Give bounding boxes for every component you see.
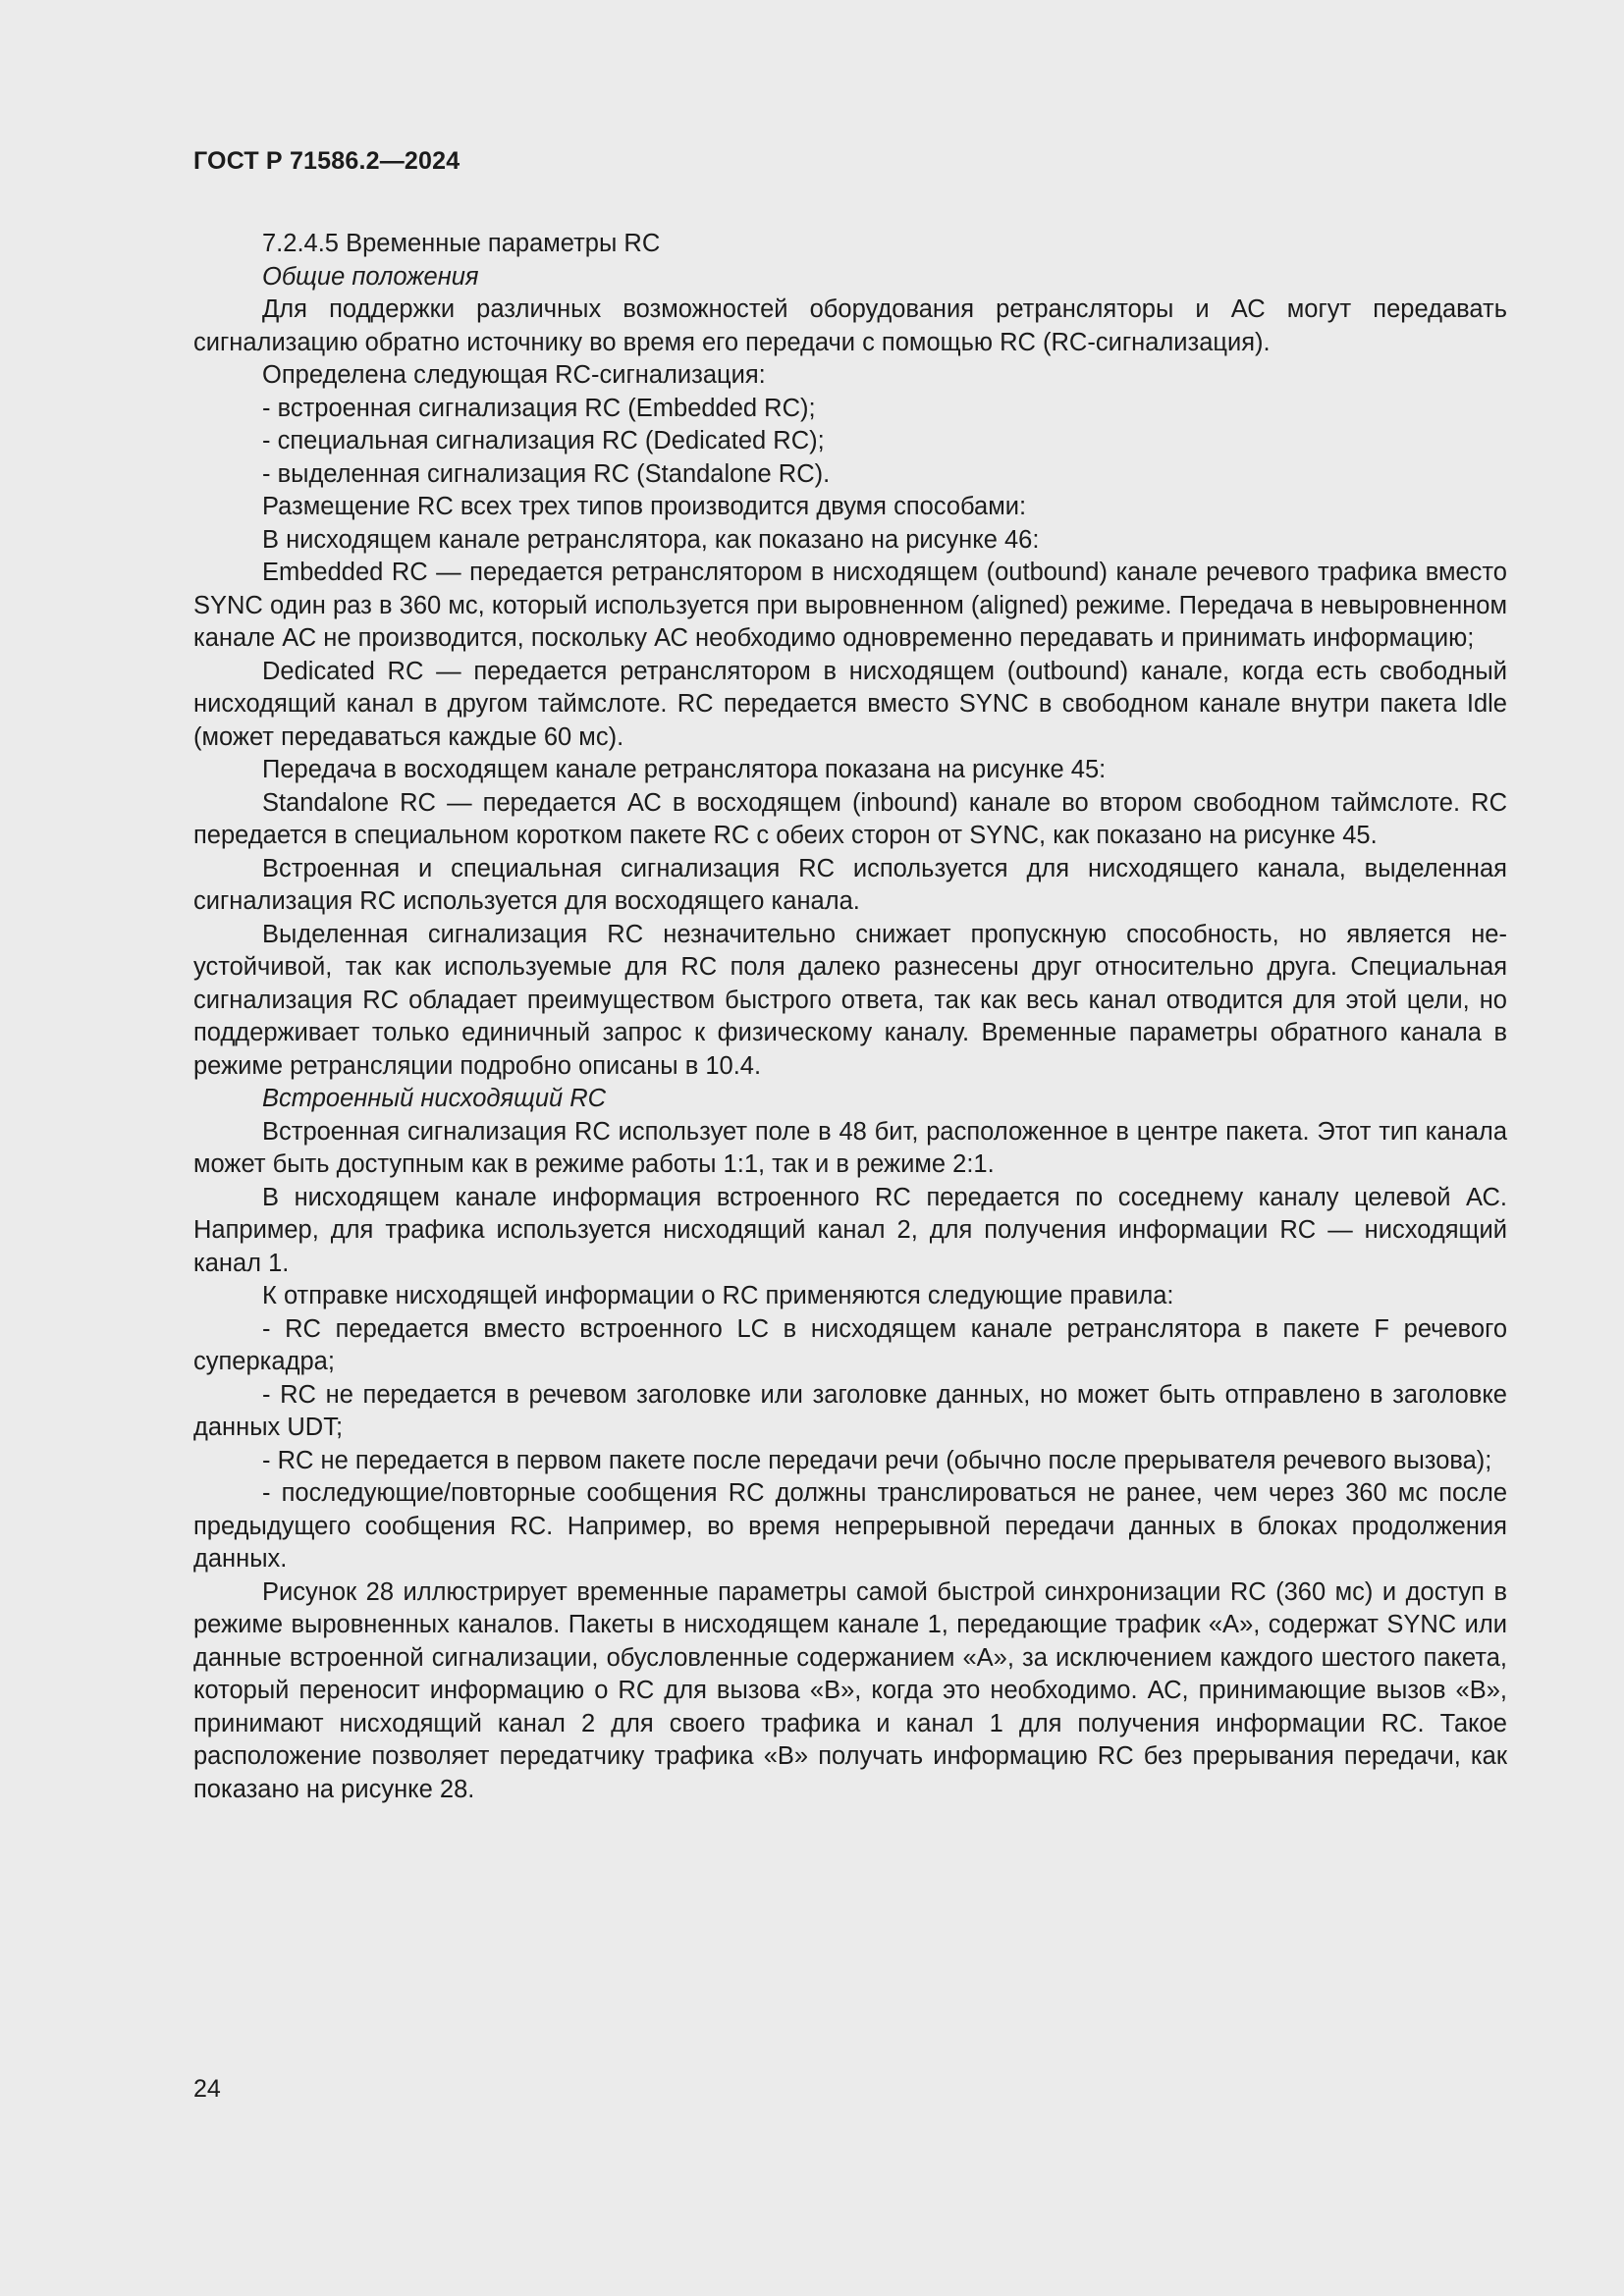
paragraph: Передача в восходящем канале ретранслятора показана на рисунке 45: bbox=[262, 756, 1107, 783]
paragraph: Рисунок 28 иллюстрирует временные параметры самой быстрой синхронизации RC (360 мс) и доступ в режиме выровненных каналов. Пакеты в нисходящем канале 1, передающие трафик «А», содержат SYNC или данные встроенной сигнализации, обусловленные содержанием «А», за исключением каждого шестого пакета, который переносит информацию о RC для вызова «В», когда это необходимо. АС, принимающие вызов «В», принимают нисходящий канал 2 для своего трафика и канал 1 для получения информации RC. Такое расположение позволяет передатчику трафика «В» получать информацию RC без прерывания передачи, как показано на рисунке 28. bbox=[193, 1577, 1507, 1803]
subheading-general: Общие положения bbox=[262, 262, 479, 291]
list-item: - RC передается вместо встроенного LC в нисходящем канале ретранслятора в пакете F речевого суперкадра; bbox=[193, 1314, 1507, 1375]
paragraph: Embedded RC — передается ретранслятором в нисходящем (outbound) канале речевого трафика вместо SYNC один раз в 360 мс, который используется при выровненном (aligned) режиме. Передача в невыровненном канале АС не производится, поскольку АС необходимо одновременно передавать и принимать информацию; bbox=[193, 559, 1507, 652]
list-item: - специальная сигнализация RC (Dedicated RC); bbox=[262, 427, 825, 454]
paragraph: Standalone RC — передается АС в восходящем (inbound) канале во втором свободном таймслоте. RC передается в специальном коротком пакете RC с обеих сторон от SYNC, как показано на рисунке 45. bbox=[193, 788, 1507, 849]
paragraph: Размещение RC всех трех типов производится двумя способами: bbox=[262, 493, 1027, 520]
document-body bbox=[193, 228, 1507, 1806]
list-item: - встроенная сигнализация RC (Embedded RC); bbox=[262, 394, 816, 422]
document-header: ГОСТ Р 71586.2—2024 bbox=[193, 147, 460, 175]
paragraph: В нисходящем канале ретранслятора, как показано на рисунке 46: bbox=[262, 525, 1040, 554]
paragraph: Выделенная сигнализация RC незначительно снижает пропускную способность, но является неустойчивой, так как используемые для RC поля далеко разнесены друг относительно друга. Специальная сигнализация RC обладает преимуществом быстрого ответа, так как весь канал отводится для этой цели, но поддерживает только единичный запрос к физическому каналу. Временные параметры обратного канала в режиме ретрансляции подробно описаны в 10.4. bbox=[193, 920, 1507, 1080]
subheading-embedded: Встроенный нисходящий RC bbox=[262, 1085, 607, 1112]
page-number: 24 bbox=[193, 2075, 221, 2103]
paragraph: Для поддержки различных возможностей оборудования ретрансляторы и АС могут передавать сигнализацию обратно источнику во время его передачи с помощью RC (RC-сигнализация). bbox=[193, 295, 1507, 356]
list-item: - последующие/повторные сообщения RC должны транслироваться не ранее, чем через 360 мс после предыдущего сообщения RC. Например, во время непрерывной передачи данных в блоках продолжения данных. bbox=[193, 1479, 1507, 1573]
paragraph: Встроенная сигнализация RC использует поле в 48 бит, расположенное в центре пакета. Этот тип канала может быть доступным как в режиме работы 1:1, так и в режиме 2:1. bbox=[193, 1117, 1507, 1178]
section-heading: 7.2.4.5 Временные параметры RC bbox=[262, 230, 661, 257]
paragraph: Встроенная и специальная сигнализация RC используется для нисходящего канала, выделенная сигнализация RC используется для восходящего канала. bbox=[193, 854, 1507, 915]
paragraph: В нисходящем канале информация встроенного RC передается по соседнему каналу целевой АС. Например, для трафика используется нисходящий канал 2, для получения информации RC — нисходящий канал 1. bbox=[193, 1183, 1507, 1277]
list-item: - выделенная сигнализация RC (Standalone RC). bbox=[262, 459, 831, 488]
list-item: - RC не передается в первом пакете после передачи речи (обычно после прерывателя речевого вызова); bbox=[262, 1446, 1492, 1474]
paragraph: К отправке нисходящей информации о RC применяются следующие правила: bbox=[262, 1282, 1174, 1309]
paragraph: Определена следующая RC-сигнализация: bbox=[262, 361, 766, 389]
paragraph: Dedicated RC — передается ретранслятором в нисходящем (outbound) канале, когда есть свободный нисходящий канал в другом таймслоте. RC передается вместо SYNC в свободном канале внутри пакета Idle (может передаваться каждые 60 мс). bbox=[193, 657, 1507, 751]
list-item: - RC не передается в речевом заголовке или заголовке данных, но может быть отправлено в заголовке данных UDT; bbox=[193, 1380, 1507, 1441]
